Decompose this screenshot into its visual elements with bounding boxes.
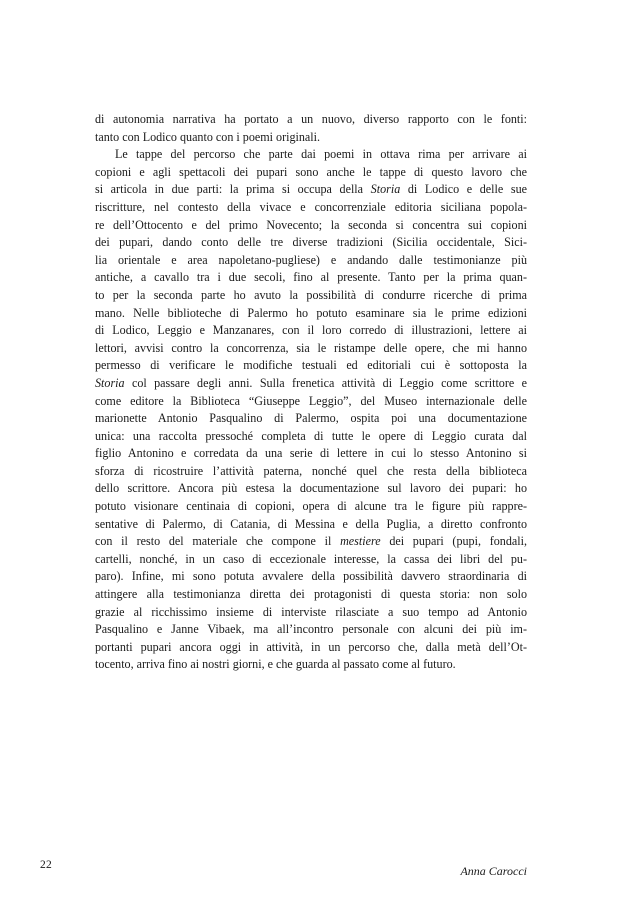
text-line: attingere alla testimonianza diretta dei protagonisti di questa storia: non solo [95, 587, 527, 602]
text-line: figlio Antonino e corredata da una serie di lettere in cui lo stesso Antonino si [95, 446, 527, 461]
text-line: grazie al ricchissimo insieme di interviste rilasciate a suo tempo ad Antonio [95, 604, 527, 619]
text-line: re dell’Ottocento e del primo Novecento; la seconda si concentra sui copioni [95, 217, 527, 232]
text-line: Pasqualino e Janne Vibaek, ma all’incontro personale con alcuni dei più im- [95, 622, 527, 637]
italic-title: Storia [95, 375, 125, 390]
text-line: di Lodico, Leggio e Manzanares, con il loro corredo di illustrazioni, lettere ai [95, 323, 527, 338]
text-line: tocento, arriva fino ai nostri giorni, e che guarda al passato come al futuro. [95, 657, 456, 672]
text-line: antiche, a cavallo tra i due secoli, fino al presente. Tanto per la prima quan- [95, 270, 527, 285]
text-line: portanti pupari ancora oggi in attività, in un percorso che, dalla metà dell’Ot- [95, 639, 527, 654]
text-line: copioni e agli spettacoli dei pupari sono anche le tappe di questo lavoro che [95, 164, 527, 179]
text-line: paro). Infine, mi sono potuta avvalere della possibilità davvero straordinaria di [95, 569, 527, 584]
text-line: mano. Nelle biblioteche di Palermo ho potuto esaminare sia le prime edizioni [95, 305, 527, 320]
text-line: cartelli, nonché, in un caso di eccezionale interesse, la cassa dei libri del pu- [95, 551, 527, 566]
text-line [95, 181, 527, 199]
text-line: Le tappe del percorso che parte dai poemi in ottava rima per arrivare ai [115, 147, 527, 162]
running-footer-author: Anna Carocci [460, 864, 527, 878]
text-line: unica: una raccolta pressoché completa di tutte le opere di Leggio curata dal [95, 428, 527, 443]
text-line: dello scrittore. Ancora più estesa la documentazione sul lavoro dei pupari: ho [95, 481, 527, 496]
text-line: to per la seconda parte ho avuto la possibilità di condurre ricerche di prima [95, 287, 527, 302]
text-line [95, 533, 527, 551]
text-line: di autonomia narrativa ha portato a un nuovo, diverso rapporto con le fonti: [95, 112, 527, 126]
text-line [95, 375, 527, 393]
text-line: sentative di Palermo, di Catania, di Messina e della Puglia, a diretto confronto [95, 516, 527, 531]
text-line: dei pupari, dando conto delle tre diverse tradizioni (Sicilia occidentale, Sici- [95, 235, 527, 250]
text-segment: di Lodico e delle sue [400, 182, 528, 197]
text-line: lia orientale e area napoletano-pugliese) e andando dalle testimonianze più [95, 252, 527, 267]
text-line: come editore la Biblioteca “Giuseppe Leggio”, del Museo internazionale delle [95, 393, 527, 408]
italic-title: Storia [370, 182, 401, 197]
text-segment: con il resto del materiale che compone il [95, 534, 341, 549]
text-line: tanto con Lodico quanto con i poemi originali. [95, 129, 321, 144]
text-segment: dei pupari (pupi, fondali, [380, 534, 527, 549]
text-line: potuto visionare centinaia di copioni, opera di alcune tra le figure più rappre- [95, 499, 527, 514]
page-number: 22 [40, 859, 53, 871]
text-line: marionette Antonio Pasqualino di Palermo, ospita poi una documentazione [95, 411, 527, 426]
italic-title: mestiere [340, 534, 381, 549]
text-segment: col passare degli anni. Sulla frenetica attività di Leggio come scrittore e [124, 375, 527, 390]
body-text [95, 111, 527, 674]
text-segment: si articola in due parti: la prima si occupa della [95, 182, 371, 197]
text-line: riscritture, nel contesto della vivace e concorrenziale editoria siciliana popola- [95, 199, 527, 214]
text-line: permesso di verificare le modifiche testuali ed editoriali cui è sottoposta la [95, 358, 527, 373]
text-line: lettori, avvisi contro la concorrenza, sia le ristampe delle opere, che mi hanno [95, 340, 527, 355]
text-line: sforza di ricostruire l’attività paterna, nonché quel che resta della biblioteca [95, 463, 527, 478]
